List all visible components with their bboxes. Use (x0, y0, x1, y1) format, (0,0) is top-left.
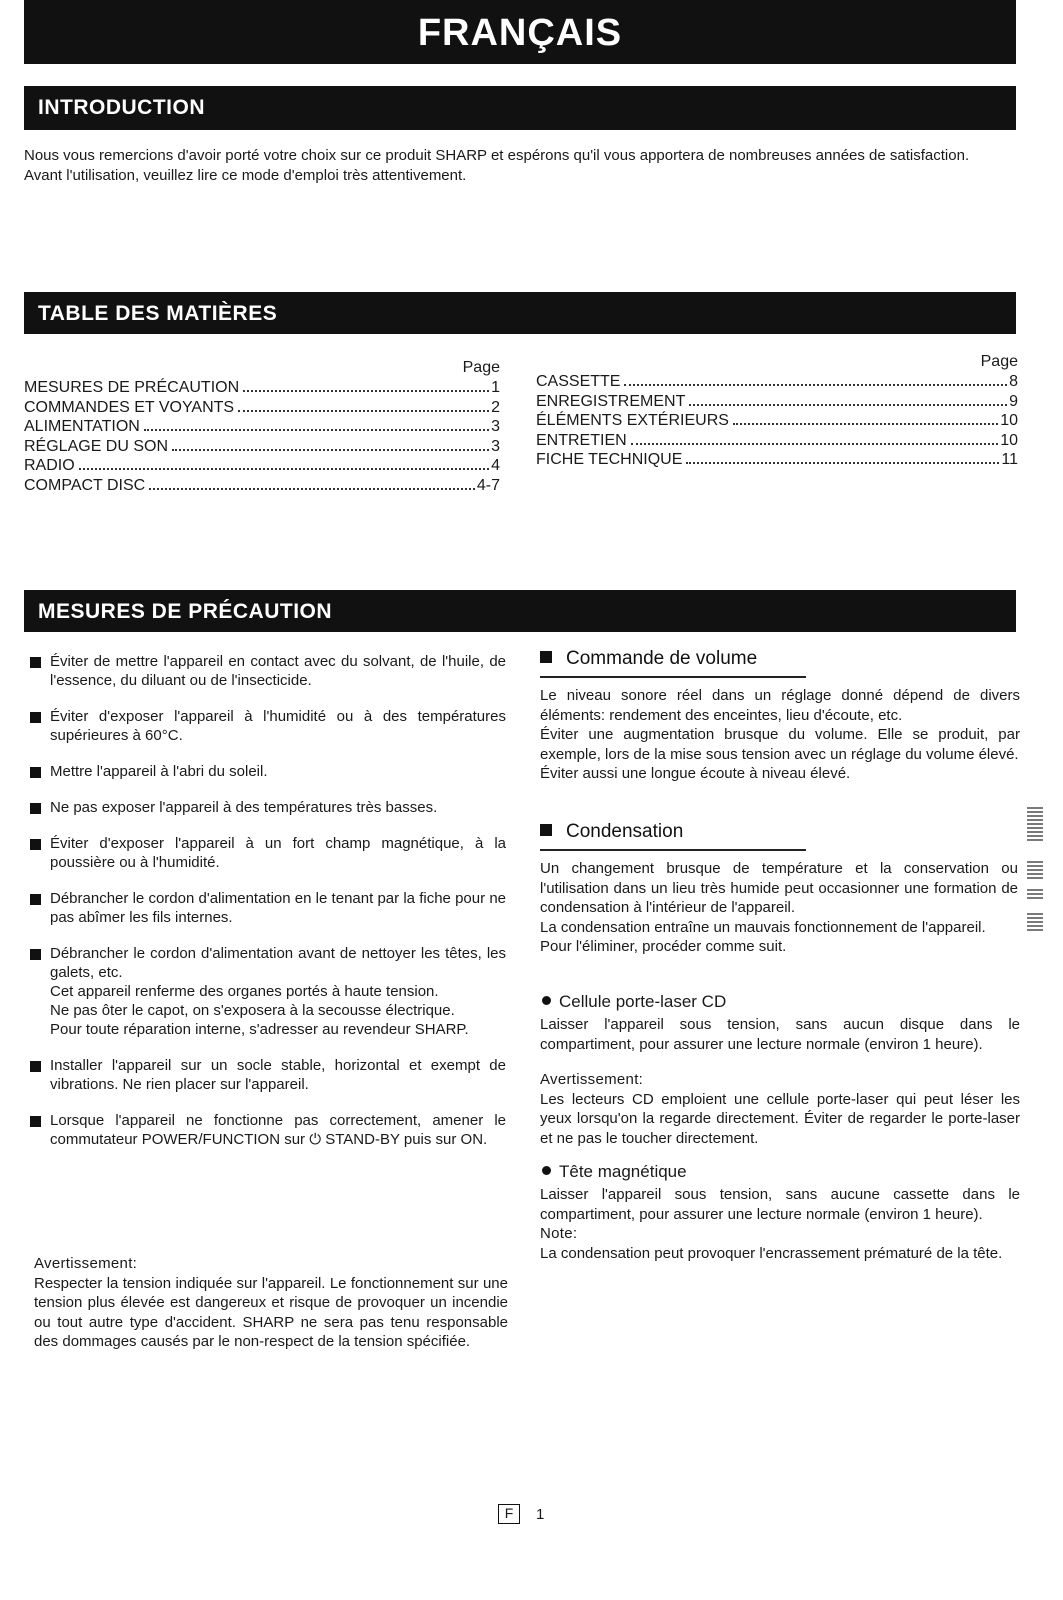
page-title: FRANÇAIS (24, 0, 1016, 64)
toc-entry-label: ENREGISTREMENT (536, 392, 686, 410)
toc-leader-dots (172, 449, 489, 451)
toc-entry (24, 378, 500, 398)
toc-entry (24, 476, 500, 496)
toc-entry-page: 4 (491, 457, 500, 474)
bullet-square-icon (540, 824, 552, 836)
laser-heading (542, 992, 726, 1012)
page-number: 1 (536, 1505, 545, 1523)
laser-text: Laisser l'appareil sous tension, sans aucun disque dans le compartiment, pour assurer une lecture normale (environ 1 heure). (540, 1016, 1020, 1053)
precaution-item (30, 707, 506, 745)
toc-entry-page: 10 (1000, 431, 1018, 449)
toc-leader-dots (631, 443, 999, 445)
toc-page-label: Page (462, 359, 500, 376)
toc-entry-page: 11 (1001, 451, 1018, 468)
toc-entry-page: 2 (491, 398, 500, 416)
page-tab-marker-icon (1027, 806, 1043, 932)
precaution-item (30, 834, 506, 872)
toc-entry-label: ÉLÉMENTS EXTÉRIEURS (536, 412, 729, 429)
voltage-warning (34, 1254, 508, 1352)
toc-leader-dots (733, 423, 998, 425)
bullet-square-icon (30, 657, 41, 668)
toc-entry-label: FICHE TECHNIQUE (536, 451, 683, 468)
note-label: Note: (540, 1225, 578, 1242)
bullet-square-icon (30, 949, 41, 960)
voltage-warning-text: Respecter la tension indiquée sur l'appareil. Le fonctionnement sur une tension plus élevée est dangereux et risque de provoquer un incendie ou tout autre type d'accident. SHARP ne sera pas tenu responsable des dommages causés par le non-respect de la tension spécifiée. (34, 1274, 508, 1350)
toc-entry-label: MESURES DE PRÉCAUTION (24, 379, 240, 396)
bullet-square-icon (30, 767, 41, 778)
condensation-heading (540, 821, 683, 843)
precaution-text: Débrancher le cordon d'alimentation en le tenant par la fiche pour ne pas abîmer les fils internes. (50, 890, 506, 926)
volume-heading-text: Commande de volume (566, 648, 758, 669)
condensation-text: Un changement brusque de température et la conservation ou l'utilisation dans un lieu très humide peut occasionner une formation de condensation à l'intérieur de l'appareil. La condensation entraîne un mauvais fonctionnement de l'appareil. Pour l'éliminer, procéder comme suit. (540, 860, 1018, 955)
precautions-list (30, 652, 506, 1166)
condensation-heading-text: Condensation (566, 821, 684, 842)
precaution-item (30, 762, 506, 781)
toc-heading-bar (24, 292, 1016, 334)
page-footer (498, 1502, 544, 1526)
bullet-square-icon (30, 1061, 41, 1072)
toc-entry-page: 3 (491, 437, 500, 455)
bullet-square-icon (30, 712, 41, 723)
bullet-dot-icon (542, 996, 551, 1005)
precaution-item (30, 944, 506, 1039)
toc-entry (24, 417, 500, 437)
laser-warning-text: Les lecteurs CD emploient une cellule porte-laser qui peut léser les yeux lorsqu'on la regarde directement. Éviter de regarder le porte-laser et ne pas le toucher directement. (540, 1090, 1020, 1147)
toc-leader-dots (79, 468, 489, 470)
precaution-text: Lorsque l'appareil ne fonctionne pas correctement, amener le commutateur POWER/FUNCTION sur ⏻ STAND-BY puis sur ON. (50, 1112, 506, 1148)
toc-entry-page: 1 (491, 379, 500, 396)
toc-entry (536, 411, 1018, 431)
precaution-item (30, 798, 506, 817)
toc-entry (24, 456, 500, 476)
toc-entry (536, 431, 1018, 451)
precaution-text: Éviter d'exposer l'appareil à l'humidité ou à des températures supérieures à 60°C. (50, 708, 506, 744)
toc-entry-page: 10 (1000, 412, 1018, 429)
bullet-square-icon (30, 1116, 41, 1127)
heading-underline (540, 676, 806, 678)
voltage-warning-label: Avertissement: (34, 1255, 138, 1272)
precaution-text: Éviter de mettre l'appareil en contact avec du solvant, de l'huile, de l'essence, du diluant ou de l'insecticide. (50, 653, 506, 689)
precaution-item (30, 652, 506, 690)
toc-leader-dots (689, 404, 1007, 406)
toc-entry-label: ENTRETIEN (536, 431, 627, 449)
precautions-heading-bar (24, 590, 1016, 632)
note-text: La condensation peut provoquer l'encrassement prématuré de la tête. (540, 1244, 1003, 1262)
toc-entry-page: 8 (1009, 373, 1018, 390)
laser-warning-label: Avertissement: (540, 1071, 644, 1088)
toc-leader-dots (624, 384, 1007, 386)
language-box: F (498, 1504, 520, 1524)
toc-leader-dots (686, 462, 999, 464)
toc-entry-label: RÉGLAGE DU SON (24, 437, 169, 455)
bullet-square-icon (540, 651, 552, 663)
precaution-item (30, 889, 506, 927)
precaution-text: Ne pas exposer l'appareil à des températures très basses. (50, 799, 438, 816)
toc-entry (24, 398, 500, 418)
toc-entry (24, 437, 500, 457)
introduction-heading-bar (24, 86, 1016, 130)
precaution-item (30, 1111, 506, 1149)
bullet-square-icon (30, 803, 41, 814)
bullet-square-icon (30, 894, 41, 905)
precautions-heading: MESURES DE PRÉCAUTION (38, 600, 333, 623)
introduction-text (24, 146, 1019, 186)
toc-entry-label: CASSETTE (536, 373, 621, 390)
heading-underline (540, 849, 806, 851)
bullet-dot-icon (542, 1166, 551, 1175)
laser-warning (540, 1070, 1020, 1148)
volume-text: Le niveau sonore réel dans un réglage donné dépend de divers éléments: rendement des enceintes, lieu d'écoute, etc. Éviter une augmentation brusque du volume. Elle se produit, par exemple, lors de la mise sous tension avec un réglage du volume élevé. Éviter aussi une longue écoute à niveau élevé. (540, 687, 1020, 782)
magnetic-head-text (540, 1185, 1020, 1263)
introduction-heading: INTRODUCTION (38, 96, 205, 119)
introduction-paragraph-1: Nous vous remercions d'avoir porté votre choix sur ce produit SHARP et espérons qu'il vous apportera de nombreuses années de satisfaction. (24, 147, 970, 164)
toc-entry-page: 9 (1009, 392, 1018, 410)
laser-heading-text: Cellule porte-laser CD (559, 992, 727, 1011)
toc-right-column (536, 352, 1018, 470)
toc-entry-page: 3 (491, 418, 500, 435)
magnetic-head-heading-text: Tête magnétique (559, 1162, 687, 1181)
toc-leader-dots (144, 429, 489, 431)
toc-entry (536, 450, 1018, 470)
toc-entry (536, 392, 1018, 412)
precaution-text: Installer l'appareil sur un socle stable, horizontal et exempt de vibrations. Ne rien placer sur l'appareil. (50, 1057, 506, 1093)
toc-leader-dots (243, 390, 489, 392)
toc-entry-page: 4-7 (476, 476, 500, 494)
volume-heading (540, 648, 757, 670)
precaution-text: Éviter d'exposer l'appareil à un fort champ magnétique, à la poussière ou à l'humidité. (50, 835, 506, 871)
precaution-item (30, 1056, 506, 1094)
introduction-paragraph-2: Avant l'utilisation, veuillez lire ce mode d'emploi très attentivement. (24, 167, 467, 184)
toc-leader-dots (149, 488, 475, 490)
toc-entry-label: ALIMENTATION (24, 418, 140, 435)
bullet-square-icon (30, 839, 41, 850)
toc-left-column (24, 358, 500, 495)
magnetic-head-heading (542, 1162, 687, 1182)
toc-entry (536, 372, 1018, 392)
toc-entry-label: COMPACT DISC (24, 476, 146, 494)
magnetic-head-paragraph: Laisser l'appareil sous tension, sans aucune cassette dans le compartiment, pour assurer une lecture normale (environ 1 heure). (540, 1186, 1020, 1223)
precaution-text: Mettre l'appareil à l'abri du soleil. (50, 763, 268, 780)
toc-entry-label: COMMANDES ET VOYANTS (24, 398, 235, 416)
toc-entry-label: RADIO (24, 457, 75, 474)
precaution-text: Débrancher le cordon d'alimentation avant de nettoyer les têtes, les galets, etc. Cet appareil renferme des organes portés à haute tension. Ne pas ôter le capot, on s'exposera à la secousse électrique. Pour toute réparation interne, s'adresser au revendeur SHARP. (50, 945, 506, 1038)
toc-page-label: Page (980, 353, 1018, 370)
toc-leader-dots (238, 410, 489, 412)
toc-heading: TABLE DES MATIÈRES (38, 302, 278, 325)
